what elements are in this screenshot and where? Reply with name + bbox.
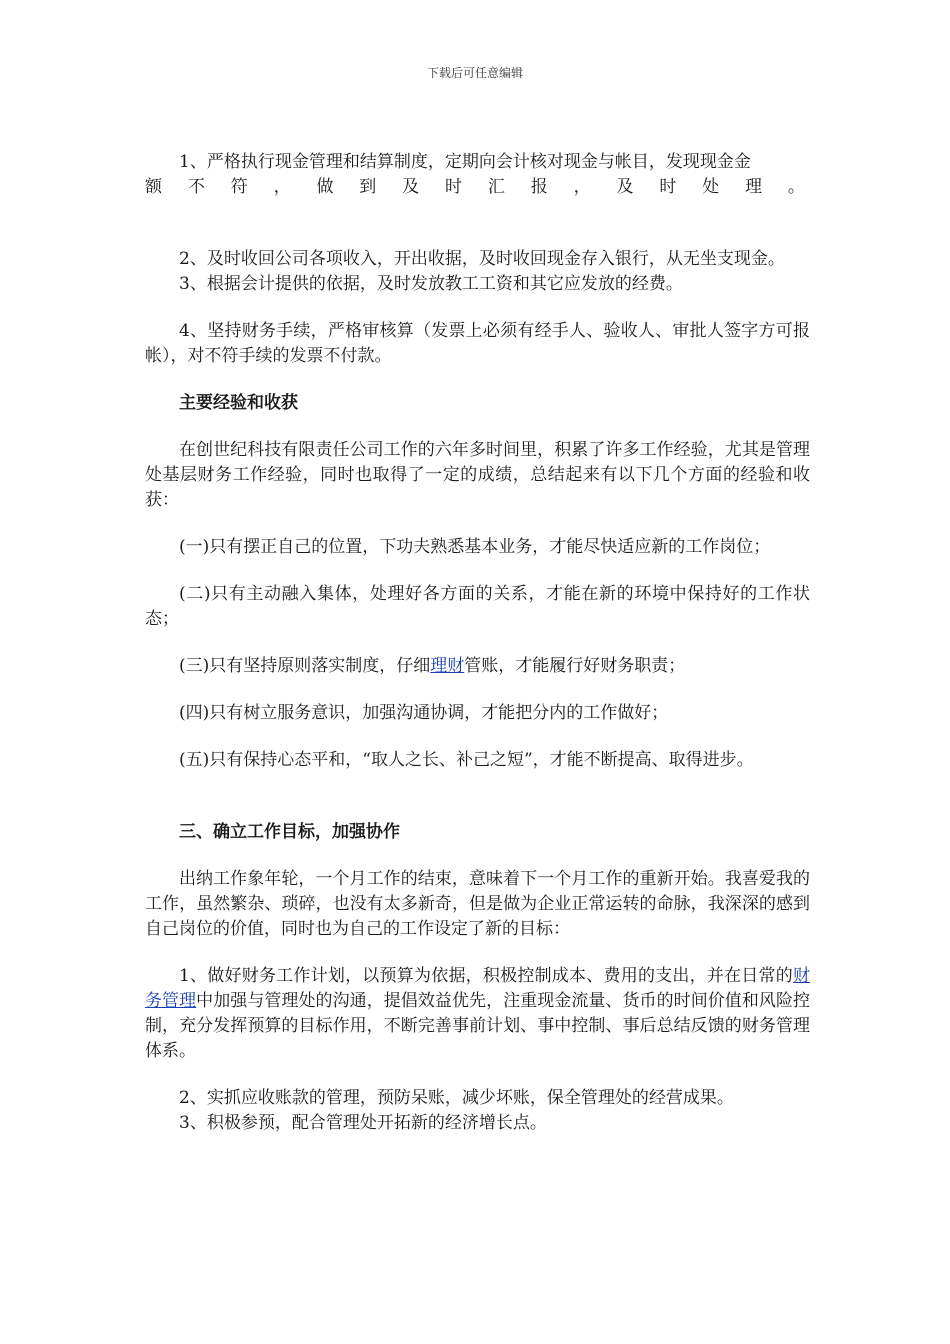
duty-item-2: 2、及时收回公司各项收入，开出收据，及时收回现金存入银行，从无坐支现金。 xyxy=(179,249,785,269)
goal-item-2: 2、实抓应收账款的管理，预防呆账，减少坏账，保全管理处的经营成果。 xyxy=(179,1088,734,1108)
char: 汇 xyxy=(487,177,505,197)
goal-item-1-text-b: 中加强与管理处的沟通，提倡效益优先，注重现金流量、货币的时间价值和风险控制，充分发挥预算的目标作用，不断完善事前计划、事中控制、事后总结反馈的财务管理体系。 xyxy=(145,991,811,1061)
char: 到 xyxy=(359,177,377,197)
char: 做 xyxy=(316,177,334,197)
char: 不 xyxy=(187,177,205,197)
experience-item-3-text-b: 管账，才能履行好财务职责； xyxy=(464,656,686,676)
char: ， xyxy=(273,177,291,197)
goal-item-1 xyxy=(145,964,810,1064)
goal-item-1-text-a: 1、做好财务工作计划，以预算为依据，积极控制成本、费用的支出，并在日常的 xyxy=(179,966,793,986)
experience-intro: 在创世纪科技有限责任公司工作的六年多时间里，积累了许多工作经验，尤其是管理处基层财务工作经验，同时也取得了一定的成绩，总结起来有以下几个方面的经验和收获： xyxy=(145,440,810,510)
char: 理 xyxy=(745,177,763,197)
char: 时 xyxy=(659,177,677,197)
section-heading-goals: 三、确立工作目标，加强协作 xyxy=(179,822,400,842)
char: 符 xyxy=(230,177,248,197)
document-body xyxy=(145,150,810,1136)
duty-item-1-line-1: 1、严格执行现金管理和结算制度，定期向会计核对现金与帐目，发现现金金 xyxy=(179,152,751,172)
char: 时 xyxy=(445,177,463,197)
goal-item-3: 3、积极参预，配合管理处开拓新的经济增长点。 xyxy=(179,1113,547,1133)
char: 及 xyxy=(402,177,420,197)
duty-item-1-line-2 xyxy=(145,175,805,200)
char: 及 xyxy=(616,177,634,197)
experience-item-1: (一)只有摆正自己的位置，下功夫熟悉基本业务，才能尽快适应新的工作岗位； xyxy=(179,537,771,557)
char: 。 xyxy=(787,177,805,197)
duty-item-4: 4、坚持财务手续，严格审核算（发票上必须有经手人、验收人、审批人签字方可报帐），对不符手续的发票不付款。 xyxy=(145,321,810,366)
licai-link[interactable]: 理财 xyxy=(430,656,465,676)
page-header: 下载后可任意编辑 xyxy=(426,66,523,80)
char: 报 xyxy=(530,177,548,197)
section-heading-experience: 主要经验和收获 xyxy=(179,393,298,413)
experience-item-3-text-a: (三)只有坚持原则落实制度，仔细 xyxy=(179,656,431,676)
char: 处 xyxy=(702,177,720,197)
experience-item-4: (四)只有树立服务意识，加强沟通协调，才能把分内的工作做好； xyxy=(179,703,669,723)
duty-item-3: 3、根据会计提供的依据，及时发放教工工资和其它应发放的经费。 xyxy=(179,274,683,294)
goals-intro: 出纳工作象年轮，一个月工作的结束，意味着下一个月工作的重新开始。我喜爱我的工作，虽然繁杂、琐碎，也没有太多新奇，但是做为企业正常运转的命脉，我深深的感到自己岗位的价值，同时也为自己的工作设定了新的目标： xyxy=(145,869,810,939)
experience-item-2: (二)只有主动融入集体，处理好各方面的关系，才能在新的环境中保持好的工作状态； xyxy=(145,584,810,629)
experience-item-5: (五)只有保持心态平和，“取人之长、补己之短”，才能不断提高、取得进步。 xyxy=(179,750,754,770)
char: ， xyxy=(573,177,591,197)
financial-management-link[interactable]: 财务管理 xyxy=(145,966,810,1011)
experience-item-3 xyxy=(145,654,810,679)
char: 额 xyxy=(145,177,162,197)
